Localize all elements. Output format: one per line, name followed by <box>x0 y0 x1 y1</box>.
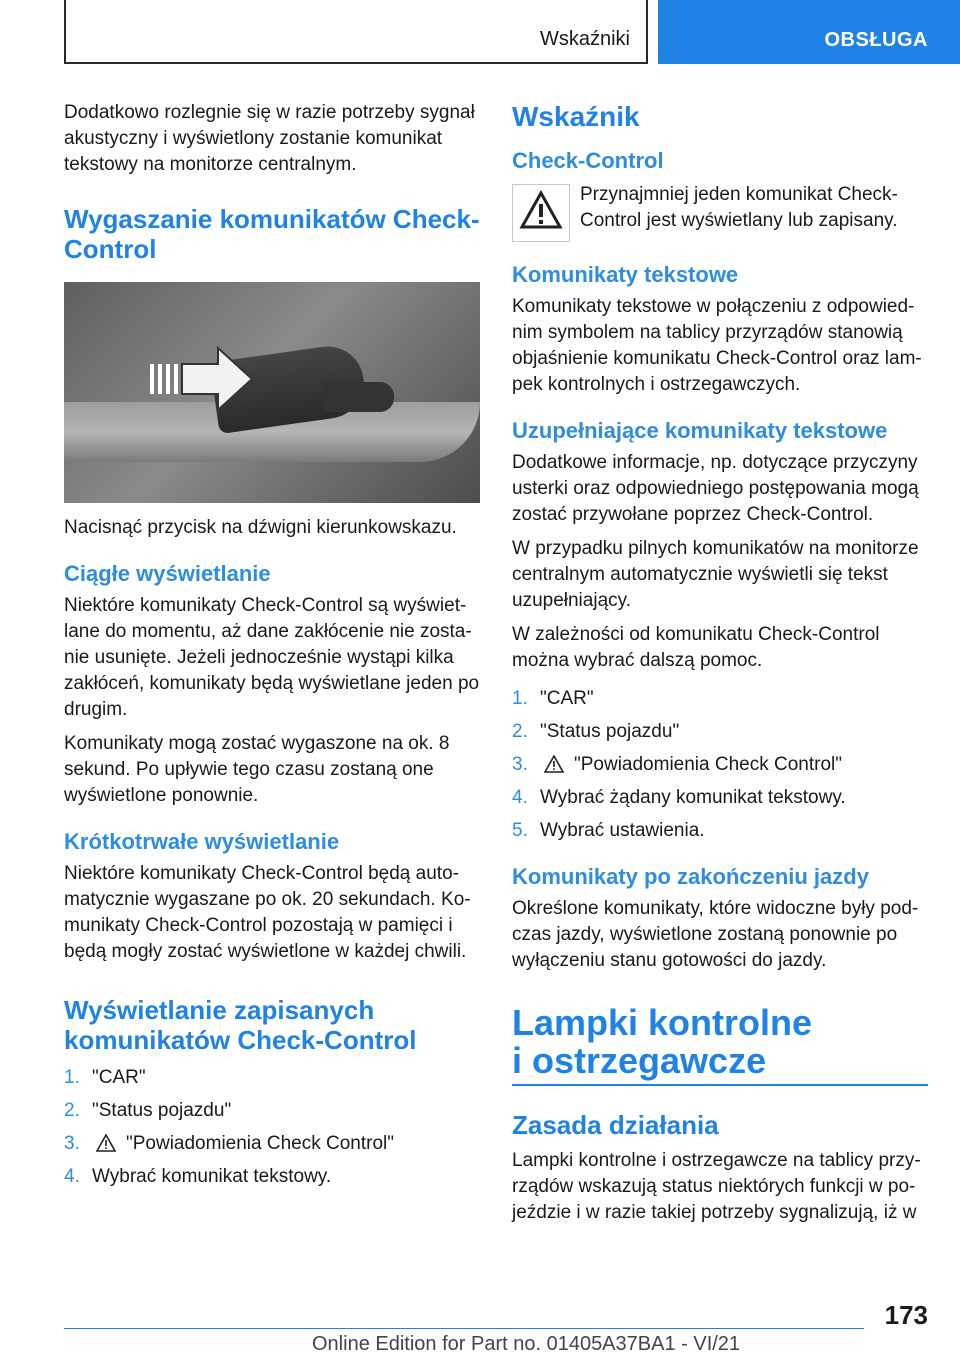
saved-messages-steps <box>64 1065 480 1190</box>
heading-warning-lamps: Lampki kontrolne i ostrzegawcze <box>512 1004 928 1086</box>
warning-triangle-icon <box>544 755 564 773</box>
press-arrow-icon <box>148 344 288 414</box>
list-item: 3. "Powiadomienia Check Control" <box>64 1133 395 1154</box>
after-drive-paragraph: Określone komunikaty, które widoczne były pod- czas jazdy, wyświetlone zostaną ponownie po wyłączeniu stanu gotowości do jazdy. <box>512 898 919 971</box>
footer-edition: Online Edition for Part no. 01405A37BA1 - VI/21 <box>312 1333 741 1355</box>
header-chapter-tab[interactable] <box>658 0 960 64</box>
heading-text-messages: Komunikaty tekstowe <box>512 262 739 287</box>
list-item: 1. "CAR" <box>64 1067 146 1088</box>
supplementary-steps <box>512 686 928 844</box>
intro-paragraph: Dodatkowo rozlegnie się w razie potrzeby sygnał akustyczny i wyświetlony zostanie komunikat tekstowy na monitorze centralnym. <box>64 102 475 175</box>
heading-supplementary-messages: Uzupełniające komunikaty tekstowe <box>512 418 888 443</box>
check-control-symbol-row <box>512 184 928 242</box>
figure-caption: Nacisnąć przycisk na dźwigni kierunkowskazu. <box>64 517 457 538</box>
list-item: 4. Wybrać żądany komunikat tekstowy. <box>512 787 846 808</box>
text-messages-paragraph: Komunikaty tekstowe w połączeniu z odpowied- nim symbolem na tablicy przyrządów stanowią objaśnienie komunikatu Check-Control oraz lam- pek kontrolnych i ostrzegawczych. <box>512 296 922 395</box>
footer-divider <box>64 1328 864 1329</box>
warning-triangle-icon <box>519 189 563 233</box>
heading-continuous-display: Ciągłe wyświetlanie <box>64 561 271 586</box>
warning-triangle-icon <box>96 1134 116 1152</box>
list-item: 2. "Status pojazdu" <box>512 721 680 742</box>
heading-saved-messages: Wyświetlanie zapisanych komunikatów Check-Control <box>64 995 417 1055</box>
turn-signal-lever-illustration <box>64 282 480 503</box>
figure-stalk-shape <box>324 382 394 412</box>
supplementary-paragraph-2: W przypadku pilnych komunikatów na monitorze centralnym automatycznie wyświetli się tekst uzupełniający. <box>512 538 919 611</box>
header-section-title: Wskaźniki <box>539 28 630 50</box>
list-item: 1. "CAR" <box>512 688 594 709</box>
principle-paragraph: Lampki kontrolne i ostrzegawcze na tablicy przy- rządów wskazują status niektórych funkcji w po- jeździe i w razie takiej potrzeby sygnalizują, iż w <box>512 1150 921 1223</box>
warning-symbol-box <box>512 184 570 242</box>
supplementary-paragraph-3: W zależności od komunikatu Check-Control można wybrać dalszą pomoc. <box>512 624 880 671</box>
list-item: 4. Wybrać komunikat tekstowy. <box>64 1166 332 1187</box>
continuous-paragraph-2: Komunikaty mogą zostać wygaszone na ok. 8 sekund. Po upływie tego czasu zostaną one wyświetlone ponownie. <box>64 733 450 806</box>
heading-clear-messages: Wygaszanie komunikatów Check-Control <box>64 204 480 264</box>
continuous-paragraph-1: Niektóre komunikaty Check-Control są wyświet- lane do momentu, aż dane zakłócenie nie zosta- nie usunięte. Jeżeli jednocześnie wystąpi kilka zakłóceń, komunikaty będą wyświetlane jeden po drugim. <box>64 595 480 720</box>
list-item: 2. "Status pojazdu" <box>64 1100 232 1121</box>
header-chapter-title: OBSŁUGA <box>824 29 928 51</box>
supplementary-paragraph-1: Dodatkowe informacje, np. dotyczące przyczyny usterki oraz odpowiedniego postępowania mogą zostać przywołane poprzez Check-Control. <box>512 452 919 525</box>
page-number: 173 <box>884 1300 928 1330</box>
list-item: 3. "Powiadomienia Check Control" <box>512 754 843 775</box>
header-section-box <box>64 0 648 64</box>
heading-short-display: Krótkotrwałe wyświetlanie <box>64 829 340 854</box>
right-column <box>512 100 928 1234</box>
heading-after-drive-messages: Komunikaty po zakończeniu jazdy <box>512 864 869 889</box>
heading-operating-principle: Zasada działania <box>512 1110 719 1140</box>
warning-symbol-description: Przynajmniej jeden komunikat Check- Control jest wyświetlany lub zapisany. <box>580 184 898 231</box>
left-column <box>64 100 480 1200</box>
heading-indicator: Wskaźnik <box>512 101 640 132</box>
list-item: 5. Wybrać ustawienia. <box>512 820 705 841</box>
heading-check-control: Check-Control <box>512 148 664 173</box>
short-paragraph: Niektóre komunikaty Check-Control będą auto- matycznie wygaszane po ok. 20 sekundach. Ko- munikaty Check-Control pozostają w pamięci i będą mogły zostać wyświetlone w każdej chwili. <box>64 863 471 962</box>
